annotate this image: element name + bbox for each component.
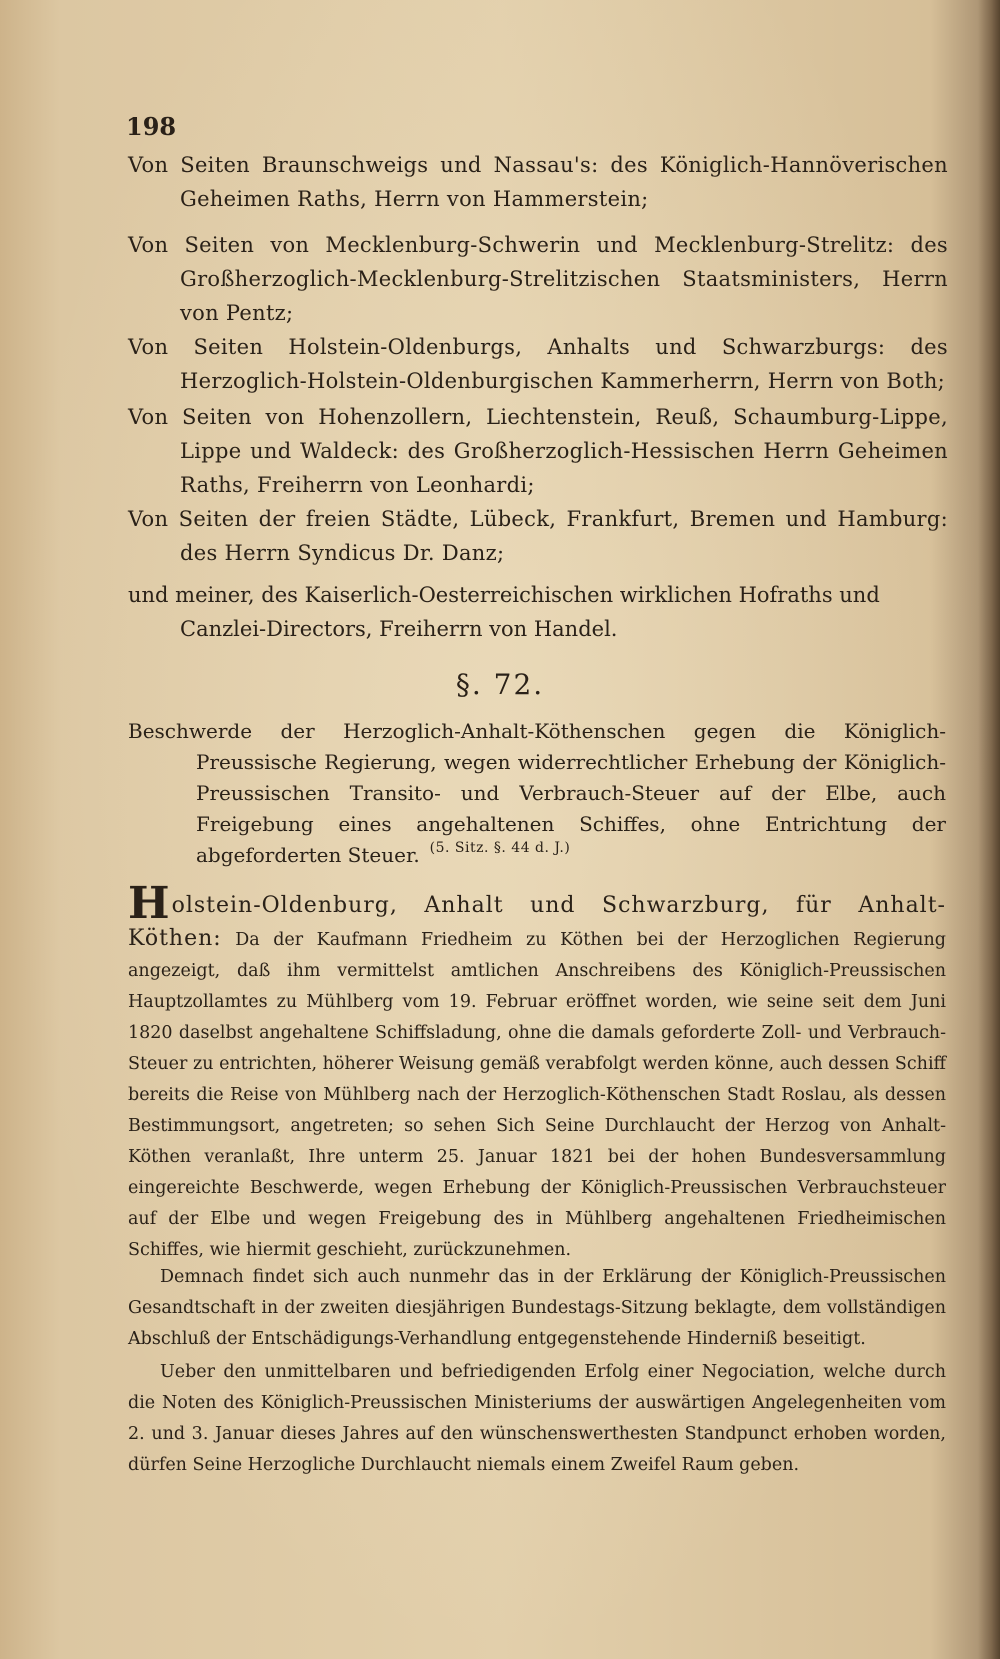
delegate-entry-free-cities: Von Seiten der freien Städte, Lübeck, Frankfurt, Bremen und Hamburg: des Herrn Syndicus Dr. Danz;: [128, 507, 948, 565]
paragraph-lead: olstein-Oldenburg, Anhalt und Schwarzburg, für Anhalt-Köthen:: [128, 893, 946, 951]
section-summary: Beschwerde der Herzoglich-Anhalt-Köthenschen gegen die Königlich-Preussische Regierung, wegen widerrechtlicher Erhebung der Königlich-Preussischen Transito- und Verbrauch-Steuer auf der Elbe, auch Freigebung eines angehaltenen Schiffes, ohne Entrichtung der abgeforderten Steuer.: [128, 719, 946, 867]
delegate-entry-holstein: Von Seiten Holstein-Oldenburgs, Anhalts und Schwarzburgs: des Herzoglich-Holstein-Oldenburgischen Kammerherrn, Herrn von Both;: [128, 335, 948, 393]
delegate-entry-braunschweig: Von Seiten Braunschweigs und Nassau's: des Königlich-Hannöverischen Geheimen Raths, Herrn von Hammerstein;: [128, 153, 948, 211]
session-citation: (5. Sitz. §. 44 d. J.): [429, 840, 571, 856]
body-paragraph-2: Demnach findet sich auch nunmehr das in der Erklärung der Königlich-Preussischen Gesandtschaft in der zweiten diesjährigen Bundestags-Sitzung beklagte, dem vollständigen Abschluß der Entschädigungs-Verhandlung entgegenstehende Hinderniß beseitigt.: [128, 1267, 946, 1349]
body-paragraph-1: [128, 878, 946, 1266]
drop-cap: H: [128, 878, 170, 929]
page-edge-shadow: [978, 0, 1000, 1659]
delegate-entry-mecklenburg: Von Seiten von Mecklenburg-Schwerin und Mecklenburg-Strelitz: des Großherzoglich-Mecklenburg-Strelitzischen Staatsministers, Herrn von Pentz;: [128, 233, 948, 325]
delegate-entry-hohenzollern: Von Seiten von Hohenzollern, Liechtenstein, Reuß, Schaumburg-Lippe, Lippe und Waldeck: des Großherzoglich-Hessischen Herrn Geheimen Raths, Freiherrn von Leonhardi;: [128, 405, 948, 497]
closing-statement: und meiner, des Kaiserlich-Oesterreichischen wirklichen Hofraths und Canzlei-Directors, Freiherrn von Handel.: [128, 583, 880, 641]
section-heading: §. 72.: [455, 668, 545, 701]
page-number: 198: [126, 112, 177, 141]
paragraph-1-text: Da der Kaufmann Friedheim zu Köthen bei der Herzoglichen Regierung angezeigt, daß ihm vermittelst amtlichen Anschreibens des Königlich-Preussischen Hauptzollamtes zu Mühlberg vom 19. Februar eröffnet worden, wie seine seit dem Juni 1820 daselbst angehaltene Schiffsladung, ohne die damals geforderte Zoll- und Verbrauch-Steuer zu entrichten, höherer Weisung gemäß verabfolgt werden könne, auch dessen Schiff bereits die Reise von Mühlberg nach der Herzoglich-Köthenschen Stadt Roslau, als dessen Bestimmungsort, angetreten; so sehen Sich Seine Durchlaucht der Herzog von Anhalt-Köthen veranlaßt, Ihre unterm 25. Januar 1821 bei der hohen Bundesversammlung eingereichte Beschwerde, wegen Erhebung der Königlich-Preussischen Verbrauchsteuer auf der Elbe und wegen Freigebung des in Mühlberg angehaltenen Friedheimischen Schiffes, wie hiermit geschieht, zurückzunehmen.: [128, 930, 946, 1260]
body-paragraph-3: Ueber den unmittelbaren und befriedigenden Erfolg einer Negociation, welche durch die Noten des Königlich-Preussischen Ministeriums der auswärtigen Angelegenheiten vom 2. und 3. Januar dieses Jahres auf den wünschenswerthesten Standpunct erhoben worden, dürfen Seine Herzogliche Durchlaucht niemals einem Zweifel Raum geben.: [128, 1362, 946, 1475]
